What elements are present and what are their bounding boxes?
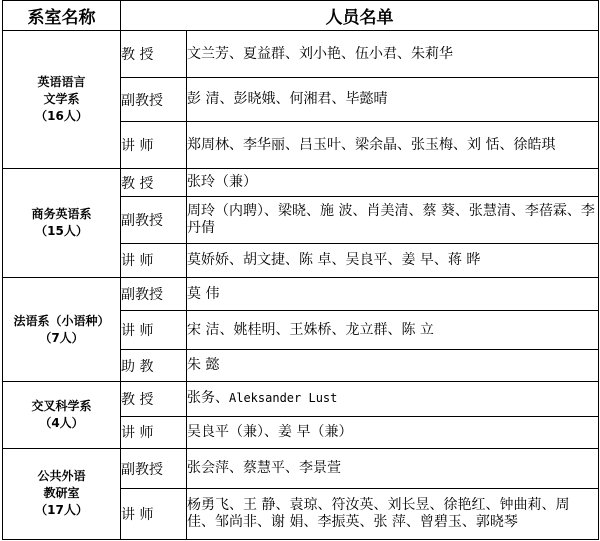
names-cell: 张会萍、蔡慧平、李景萱 [187,448,599,488]
names-cell: 郑周林、李华丽、吕玉叶、梁余晶、张玉梅、刘 恬、徐皓琪 [187,122,599,169]
table-row [3,31,599,78]
department-headcount: （15人） [35,223,88,238]
rank-cell: 讲 师 [121,311,187,349]
names-cell: 杨勇飞、王 静、袁琼、符汝英、刘长昱、徐艳红、钟曲莉、周 佳、邹尚非、谢 娟、李振英、张 萍、曾碧玉、郭晓琴 [187,489,599,540]
rank-cell: 副教授 [121,197,187,244]
rank-cell: 讲 师 [121,243,187,277]
department-cell-public-foreign-languages [3,448,121,539]
names-text: 张务、 [187,390,229,407]
rank-cell: 讲 师 [121,489,187,540]
rank-cell: 教 授 [121,382,187,416]
department-cell-business-english [3,168,121,277]
rank-cell: 副教授 [121,278,187,311]
header-row [3,1,599,31]
department-headcount: （7人） [39,330,84,345]
names-cell: 莫娇娇、胡文捷、陈 卓、吴良平、姜 早、蒋 晔 [187,243,599,277]
table-row [3,448,599,488]
faculty-roster-table [2,0,599,540]
names-cell: 吴良平（兼）、姜 早（兼） [187,416,599,448]
department-headcount: （17人） [35,503,88,518]
names-cell: 张玲（兼） [187,168,599,196]
names-cell: 宋 洁、姚桂明、王姝桥、龙立群、陈 立 [187,311,599,349]
department-name-line: 公共外语 [37,469,86,484]
department-headcount: （4人） [39,416,84,431]
names-cell: 莫 伟 [187,278,599,311]
department-header: 系室名称 [3,1,121,31]
department-name-line: 教研室 [43,486,80,501]
rank-cell: 讲 师 [121,122,187,169]
names-cell [187,382,599,416]
department-name-line: 交叉科学系 [31,399,92,414]
department-cell-french [3,278,121,382]
names-text-latin: Aleksander Lust [229,391,338,406]
rank-cell: 教 授 [121,31,187,78]
names-cell: 彭 清、彭晓娥、何湘君、毕懿晴 [187,77,599,121]
department-cell-english-literature [3,31,121,169]
department-name-line: 文学系 [43,92,80,107]
names-cell: 朱 懿 [187,349,599,381]
department-cell-interdisciplinary [3,382,121,449]
members-header: 人员名单 [121,1,599,31]
names-cell: 文兰芳、夏益群、刘小艳、伍小君、朱莉华 [187,31,599,78]
department-headcount: （16人） [35,109,88,124]
names-cell: 周玲（内聘）、梁晓、施 波、肖美清、蔡 葵、张慧清、李蓓霖、李丹倩 [187,197,599,244]
table-row [3,382,599,416]
rank-cell: 教 授 [121,168,187,196]
department-name-line: 商务英语系 [31,206,92,221]
department-name-line: 英语语言 [37,75,86,90]
table-row [3,278,599,311]
rank-cell: 副教授 [121,77,187,121]
rank-cell: 副教授 [121,448,187,488]
rank-cell: 助 教 [121,349,187,381]
department-name-line: 法语系（小语种） [13,313,110,328]
rank-cell: 讲 师 [121,416,187,448]
table-row [3,168,599,196]
